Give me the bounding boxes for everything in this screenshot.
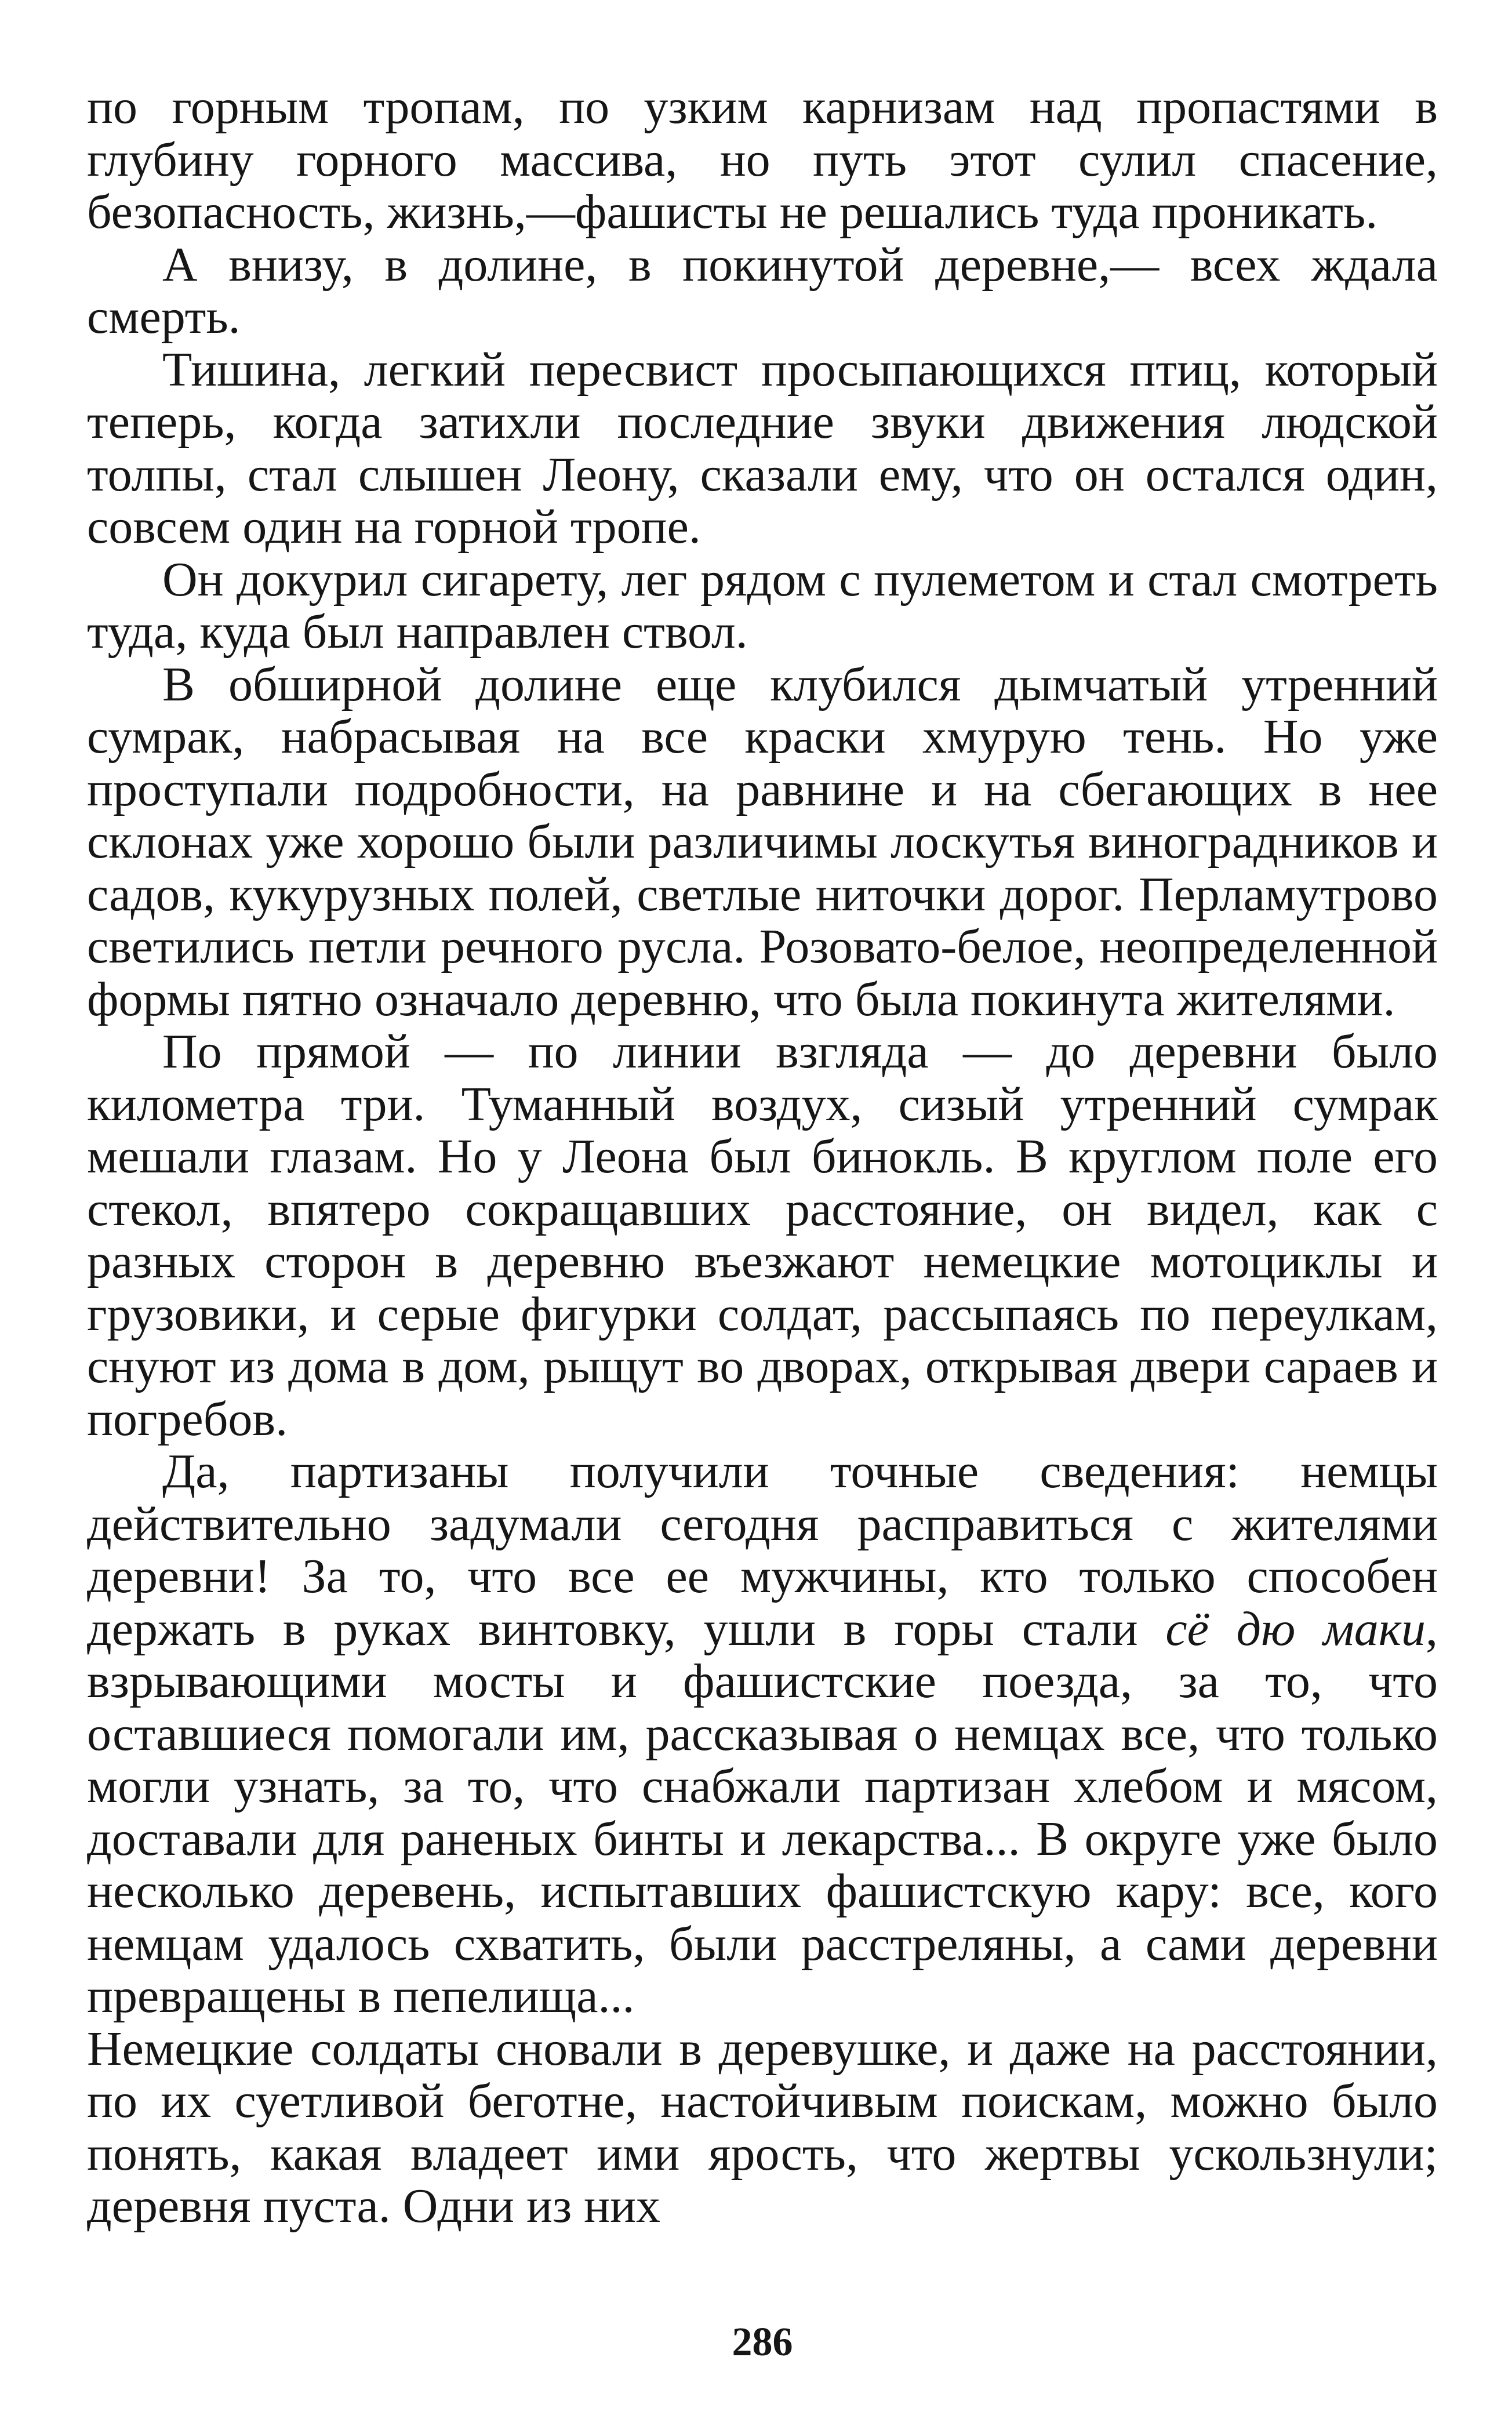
paragraph-5: В обширной долине еще клубился дымчатый утренний сумрак, набрасывая на все краски хмурую тень. Но уже проступали подробности, на равнине и на сбегающих в нее склонах уже хорошо были различимы лоскутья виноградников и садов, кукурузных полей, светлые ниточки дорог. Перламутрово светились петли речного русла. Розовато-белое, неопределенной формы пятно означало деревню, что была покинута жителями. — [87, 657, 1438, 1026]
body-text — [87, 81, 1438, 2233]
paragraph-2: А внизу, в долине, в покинутой деревне,— всех ждала смерть. — [87, 237, 1438, 344]
paragraph-1: по горным тропам, по узким карнизам над пропастями в глубину горного массива, но путь этот сулил спасение, безопасность, жизнь,—фашисты не решались туда проникать. — [87, 80, 1438, 239]
paragraph-8: Немецкие солдаты сновали в деревушке, и даже на расстоянии, по их суетливой беготне, настойчивым поискам, можно было понять, какая владеет ими ярость, что жертвы ускользнули; деревня пуста. Одни из них — [87, 2021, 1438, 2233]
italic-phrase: сё дю маки — [1165, 1601, 1426, 1656]
paragraph-7-start: Да, партизаны получили точные сведения: немцы действительно задумали сегодня расправиться с жителями деревни! За то, что все ее мужчины, кто только способен держать в руках винтовку, ушли в горы стали — [87, 1444, 1438, 1656]
paragraph-7 — [87, 1446, 1438, 2023]
paragraph-4: Он докурил сигарету, лег рядом с пулеметом и стал смотреть туда, куда был направлен ствол. — [87, 552, 1438, 659]
paragraph-6: По прямой — по линии взгляда — до деревни было километра три. Туманный воздух, сизый утренний сумрак мешали глазам. Но у Леона был бинокль. В круглом поле его стекол, впятеро сокращавших расстояние, он видел, как с разных сторон в деревню въезжают немецкие мотоциклы и грузовики, и серые фигурки солдат, рассыпаясь по переулкам, снуют из дома в дом, рыщут во дворах, открывая двери сараев и погребов. — [87, 1025, 1438, 1446]
paragraph-7-end: , взрывающими мосты и фашистские поезда, за то, что оставшиеся помогали им, рассказывая о немцах все, что только могли узнать, за то, что снабжали партизан хлебом и мясом, доставали для раненых бинты и лекарства... В округе уже было несколько деревень, испытавших фашистскую кару: все, кого немцам удалось схватить, были расстреляны, а сами деревни превращены в пепелища... — [87, 1601, 1438, 2023]
page-number: 286 — [732, 2320, 793, 2365]
book-page — [87, 81, 1438, 2377]
paragraph-3: Тишина, легкий пересвист просыпающихся птиц, который теперь, когда затихли последние звуки движения людской толпы, стал слышен Леону, сказали ему, что он остался один, совсем один на горной тропе. — [87, 342, 1438, 554]
